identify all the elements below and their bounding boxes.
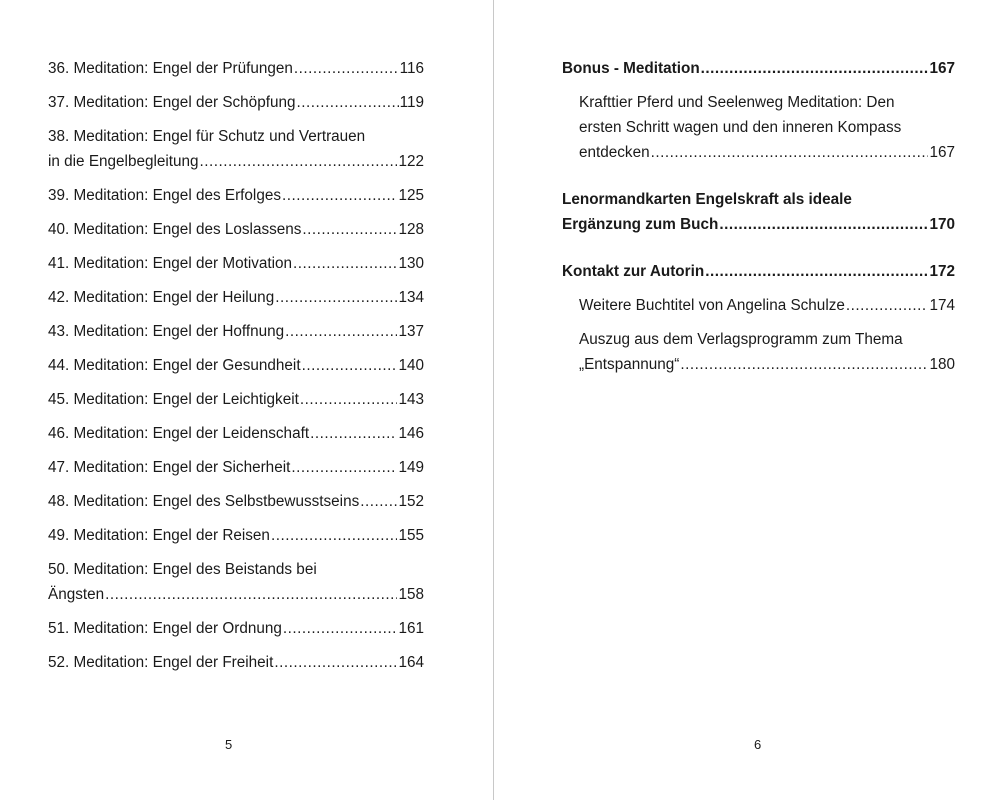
entry-page: 180 <box>929 356 955 373</box>
entry-page: 137 <box>398 323 424 340</box>
entry-title: Weitere Buchtitel von Angelina Schulze <box>579 297 845 314</box>
entry-title-line1: Krafttier Pferd und Seelenweg Meditation: Den <box>579 94 895 111</box>
dot-leader <box>200 149 398 174</box>
entry-title-line1: 50. Meditation: Engel des Beistands bei <box>48 561 317 578</box>
entry-title: 40. Meditation: Engel des Loslassens <box>48 221 302 238</box>
toc-entry[interactable] <box>48 616 424 641</box>
entry-title: Ängsten <box>48 586 105 603</box>
entry-title: 49. Meditation: Engel der Reisen <box>48 527 270 544</box>
entry-page: 161 <box>398 620 424 637</box>
entry-page: 134 <box>398 289 424 306</box>
entry-title: 48. Meditation: Engel des Selbstbewusstseins <box>48 493 360 510</box>
entry-title: 52. Meditation: Engel der Freiheit <box>48 654 274 671</box>
entry-page: 122 <box>398 153 424 170</box>
entry-page: 125 <box>398 187 424 204</box>
entry-page: 152 <box>398 493 424 510</box>
entry-page: 155 <box>398 527 424 544</box>
toc-section[interactable] <box>562 259 955 284</box>
dot-leader <box>680 352 928 377</box>
entry-page: 143 <box>398 391 424 408</box>
entry-page: 158 <box>398 586 424 603</box>
entry-title: 37. Meditation: Engel der Schöpfung <box>48 94 296 111</box>
dot-leader <box>285 319 397 344</box>
toc-entry[interactable] <box>48 455 424 480</box>
dot-leader <box>283 616 398 641</box>
toc-subentry[interactable] <box>562 90 955 165</box>
dot-leader <box>296 90 398 115</box>
toc-entry[interactable] <box>48 387 424 412</box>
section-title: Ergänzung zum Buch <box>562 216 719 233</box>
dot-leader <box>105 582 397 607</box>
section-title: Bonus - Meditation <box>562 60 700 77</box>
toc-left <box>48 56 424 684</box>
toc-entry[interactable] <box>48 90 424 115</box>
entry-title: 45. Meditation: Engel der Leichtigkeit <box>48 391 299 408</box>
toc-entry[interactable] <box>48 523 424 548</box>
section-page: 172 <box>929 263 955 280</box>
dot-leader <box>271 523 398 548</box>
entry-title: 41. Meditation: Engel der Motivation <box>48 255 293 272</box>
dot-leader <box>705 259 928 284</box>
entry-title: in die Engelbegleitung <box>48 153 199 170</box>
page-number: 5 <box>225 737 233 752</box>
entry-title: 44. Meditation: Engel der Gesundheit <box>48 357 301 374</box>
entry-title-line2: ersten Schritt wagen und den inneren Kompass <box>579 119 902 136</box>
page-number: 6 <box>754 737 762 752</box>
dot-leader <box>719 212 928 237</box>
dot-leader <box>294 56 399 81</box>
dot-leader <box>302 353 398 378</box>
dot-leader <box>300 387 398 412</box>
entry-page: 140 <box>398 357 424 374</box>
left-page <box>0 0 493 800</box>
toc-entry[interactable] <box>48 421 424 446</box>
dot-leader <box>274 650 397 675</box>
dot-leader <box>291 455 397 480</box>
toc-entry[interactable] <box>48 557 424 607</box>
toc-right <box>562 56 955 386</box>
dot-leader <box>293 251 397 276</box>
toc-entry[interactable] <box>48 56 424 81</box>
entry-title: 46. Meditation: Engel der Leidenschaft <box>48 425 310 442</box>
toc-entry[interactable] <box>48 124 424 174</box>
dot-leader <box>282 183 397 208</box>
entry-title: 39. Meditation: Engel des Erfolges <box>48 187 281 204</box>
entry-title: 42. Meditation: Engel der Heilung <box>48 289 275 306</box>
entry-page: 130 <box>398 255 424 272</box>
entry-page: 167 <box>929 144 955 161</box>
entry-page: 128 <box>398 221 424 238</box>
toc-section[interactable] <box>562 56 955 81</box>
entry-title: 51. Meditation: Engel der Ordnung <box>48 620 282 637</box>
entry-title-line1: Auszug aus dem Verlagsprogramm zum Thema <box>579 331 903 348</box>
entry-page: 149 <box>398 459 424 476</box>
entry-title-line1: 38. Meditation: Engel für Schutz und Vertrauen <box>48 128 366 145</box>
toc-subentry[interactable] <box>562 293 955 318</box>
section-title: Kontakt zur Autorin <box>562 263 705 280</box>
entry-title: „Entspannung“ <box>579 356 680 373</box>
section-page: 167 <box>929 60 955 77</box>
toc-entry[interactable] <box>48 319 424 344</box>
entry-page: 146 <box>398 425 424 442</box>
entry-title: 47. Meditation: Engel der Sicherheit <box>48 459 291 476</box>
toc-section[interactable] <box>562 187 955 237</box>
section-title-line1: Lenormandkarten Engelskraft als ideale <box>562 191 852 208</box>
toc-entry[interactable] <box>48 353 424 378</box>
entry-page: 164 <box>398 654 424 671</box>
dot-leader <box>310 421 397 446</box>
dot-leader <box>275 285 397 310</box>
entry-page: 174 <box>929 297 955 314</box>
toc-entry[interactable] <box>48 217 424 242</box>
toc-entry[interactable] <box>48 489 424 514</box>
entry-title: entdecken <box>579 144 650 161</box>
toc-subentry[interactable] <box>562 327 955 377</box>
toc-entry[interactable] <box>48 285 424 310</box>
dot-leader <box>360 489 397 514</box>
dot-leader <box>846 293 929 318</box>
entry-page: 116 <box>399 60 424 77</box>
dot-leader <box>701 56 929 81</box>
toc-entry[interactable] <box>48 183 424 208</box>
toc-entry[interactable] <box>48 650 424 675</box>
toc-entry[interactable] <box>48 251 424 276</box>
right-page <box>495 0 1000 800</box>
page-divider <box>493 0 494 800</box>
dot-leader <box>302 217 397 242</box>
entry-title: 36. Meditation: Engel der Prüfungen <box>48 60 293 77</box>
entry-title: 43. Meditation: Engel der Hoffnung <box>48 323 285 340</box>
entry-page: 119 <box>399 94 424 111</box>
section-page: 170 <box>929 216 955 233</box>
dot-leader <box>651 140 929 165</box>
